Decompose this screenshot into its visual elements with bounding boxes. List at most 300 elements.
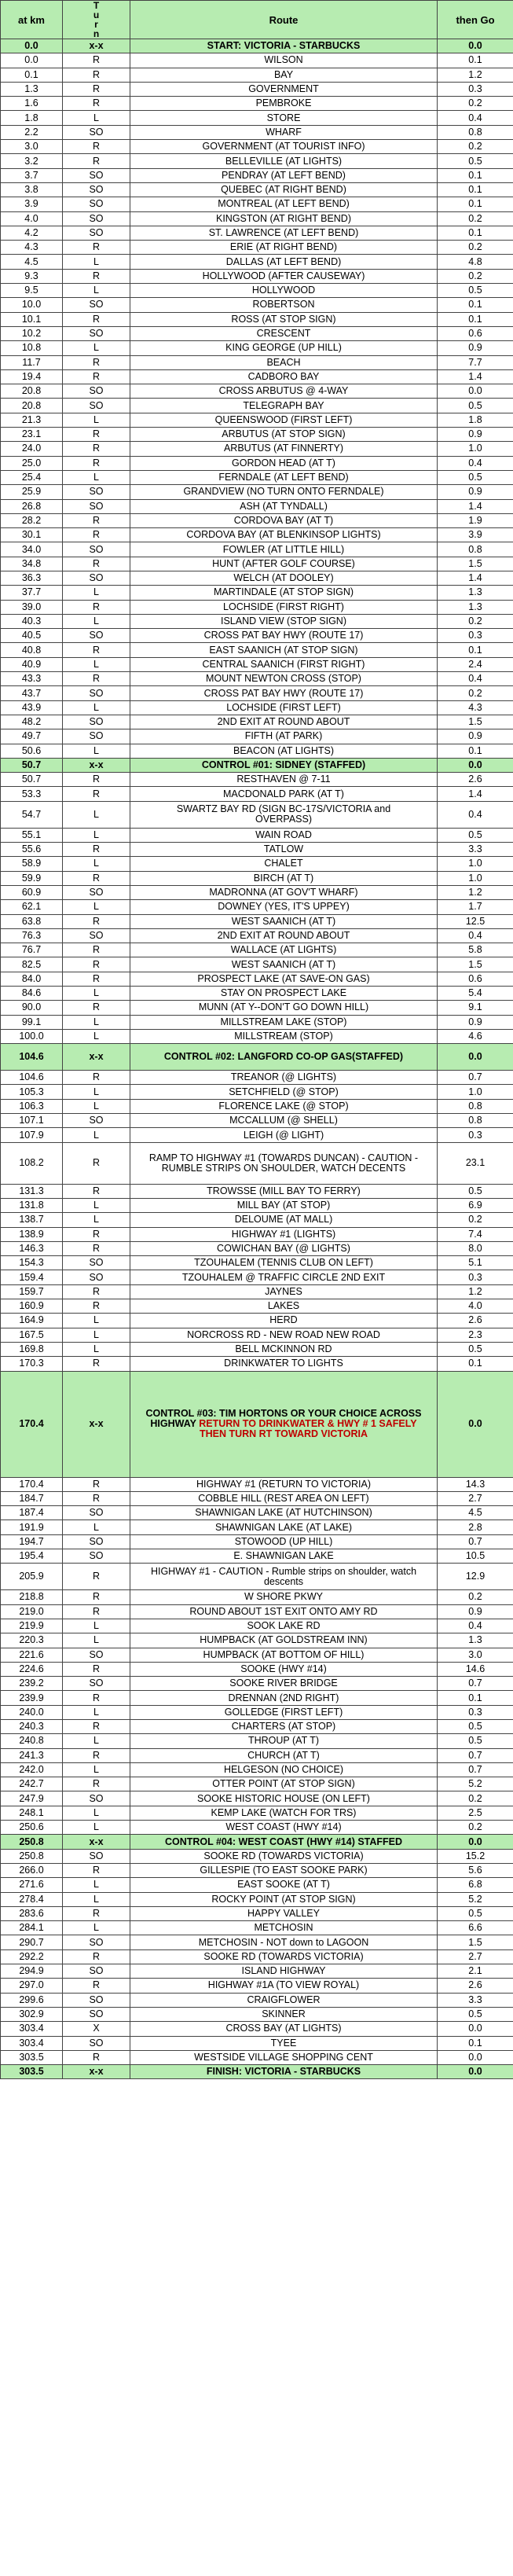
cue-row bbox=[1, 326, 513, 340]
cue-turn: SO bbox=[63, 1534, 130, 1549]
cue-turn: SO bbox=[63, 1256, 130, 1270]
cue-km: 164.9 bbox=[1, 1314, 63, 1328]
cue-turn: L bbox=[63, 1806, 130, 1820]
cue-go: 0.0 bbox=[438, 2065, 513, 2079]
cue-route: HOLLYWOOD (AFTER CAUSEWAY) bbox=[130, 269, 438, 283]
cue-go: 6.9 bbox=[438, 1198, 513, 1212]
cue-row bbox=[1, 1085, 513, 1099]
cue-km: 34.0 bbox=[1, 542, 63, 557]
cue-go: 1.4 bbox=[438, 499, 513, 513]
control-row bbox=[1, 1371, 513, 1477]
cue-rows-part2 bbox=[1, 1477, 513, 2079]
cue-route: GORDON HEAD (AT T) bbox=[130, 456, 438, 470]
cue-route: PROSPECT LAKE (AT SAVE-ON GAS) bbox=[130, 972, 438, 986]
cue-row bbox=[1, 686, 513, 700]
cue-turn: R bbox=[63, 528, 130, 542]
cue-row bbox=[1, 399, 513, 413]
cue-row bbox=[1, 226, 513, 240]
cue-go: 0.3 bbox=[438, 1128, 513, 1142]
cue-go: 0.1 bbox=[438, 168, 513, 182]
cue-km: 250.6 bbox=[1, 1821, 63, 1835]
cue-row bbox=[1, 1921, 513, 1935]
cue-km: 4.2 bbox=[1, 226, 63, 240]
cue-km: 154.3 bbox=[1, 1256, 63, 1270]
cue-route: MILL BAY (AT STOP) bbox=[130, 1198, 438, 1212]
cue-row bbox=[1, 787, 513, 801]
cue-km: 82.5 bbox=[1, 957, 63, 972]
cue-route: TREANOR (@ LIGHTS) bbox=[130, 1071, 438, 1085]
cue-go: 0.4 bbox=[438, 801, 513, 828]
cue-km: 28.2 bbox=[1, 513, 63, 527]
cue-route bbox=[130, 1371, 438, 1477]
cue-turn: R bbox=[63, 1491, 130, 1505]
cue-route: HUMPBACK (AT BOTTOM OF HILL) bbox=[130, 1648, 438, 1662]
cue-go: 0.2 bbox=[438, 241, 513, 255]
cue-km: 240.8 bbox=[1, 1734, 63, 1748]
cue-route: CHALET bbox=[130, 857, 438, 871]
cue-turn: R bbox=[63, 943, 130, 957]
cue-go: 0.4 bbox=[438, 672, 513, 686]
cue-row bbox=[1, 1979, 513, 1993]
cue-km: 242.7 bbox=[1, 1777, 63, 1791]
cue-turn: SO bbox=[63, 1993, 130, 2007]
cue-go: 1.4 bbox=[438, 369, 513, 384]
cue-km: 25.4 bbox=[1, 470, 63, 484]
cue-km: 271.6 bbox=[1, 1878, 63, 1892]
cue-route: SOOKE RIVER BRIDGE bbox=[130, 1677, 438, 1691]
cue-route: CENTRAL SAANICH (FIRST RIGHT) bbox=[130, 657, 438, 671]
cue-go: 0.1 bbox=[438, 53, 513, 68]
cue-turn: L bbox=[63, 1085, 130, 1099]
cue-turn: x-x bbox=[63, 2065, 130, 2079]
cue-route: CONTROL #02: LANGFORD CO-OP GAS(STAFFED) bbox=[130, 1044, 438, 1071]
cue-turn: R bbox=[63, 154, 130, 168]
cue-go: 2.6 bbox=[438, 1979, 513, 1993]
cue-route: MILLSTREAM LAKE (STOP) bbox=[130, 1015, 438, 1029]
cue-route: CHURCH (AT T) bbox=[130, 1748, 438, 1762]
cue-route: CRAIGFLOWER bbox=[130, 1993, 438, 2007]
cue-turn: R bbox=[63, 1299, 130, 1314]
cue-row bbox=[1, 744, 513, 758]
cue-go: 1.7 bbox=[438, 900, 513, 914]
cue-route: DRINKWATER TO LIGHTS bbox=[130, 1357, 438, 1371]
cue-route: WELCH (AT DOOLEY) bbox=[130, 571, 438, 585]
cue-route: PEMBROKE bbox=[130, 97, 438, 111]
cue-go: 0.8 bbox=[438, 542, 513, 557]
cue-row bbox=[1, 557, 513, 571]
cue-route: WAIN ROAD bbox=[130, 828, 438, 842]
cue-turn: R bbox=[63, 1564, 130, 1590]
cue-row bbox=[1, 1748, 513, 1762]
cue-row bbox=[1, 369, 513, 384]
cue-km: 205.9 bbox=[1, 1564, 63, 1590]
cue-row bbox=[1, 1762, 513, 1777]
cue-km: 239.9 bbox=[1, 1691, 63, 1705]
cue-row bbox=[1, 1777, 513, 1791]
cue-go: 0.2 bbox=[438, 269, 513, 283]
cue-turn: SO bbox=[63, 629, 130, 643]
cue-row bbox=[1, 2007, 513, 2021]
cue-row bbox=[1, 729, 513, 744]
cue-go: 2.5 bbox=[438, 1806, 513, 1820]
cue-km: 3.9 bbox=[1, 197, 63, 211]
cue-route: QUEBEC (AT RIGHT BEND) bbox=[130, 182, 438, 197]
cue-turn: L bbox=[63, 987, 130, 1001]
cue-route: METCHOSIN - NOT down to LAGOON bbox=[130, 1935, 438, 1949]
cue-row bbox=[1, 1849, 513, 1863]
cue-go: 0.9 bbox=[438, 1015, 513, 1029]
cue-km: 100.0 bbox=[1, 1029, 63, 1043]
cue-go: 5.8 bbox=[438, 943, 513, 957]
cue-route: WALLACE (AT LIGHTS) bbox=[130, 943, 438, 957]
cue-turn: SO bbox=[63, 399, 130, 413]
cue-route: E. SHAWNIGAN LAKE bbox=[130, 1549, 438, 1564]
cue-route: QUEENSWOOD (FIRST LEFT) bbox=[130, 413, 438, 427]
cue-km: 250.8 bbox=[1, 1849, 63, 1863]
cue-route: TATLOW bbox=[130, 843, 438, 857]
cue-go: 0.1 bbox=[438, 744, 513, 758]
cue-route: START: VICTORIA - STARBUCKS bbox=[130, 39, 438, 53]
cue-route: TELEGRAPH BAY bbox=[130, 399, 438, 413]
cue-route: STAY ON PROSPECT LAKE bbox=[130, 987, 438, 1001]
header-at-km: at km bbox=[1, 1, 63, 39]
cue-turn: SO bbox=[63, 1270, 130, 1284]
cue-go: 2.4 bbox=[438, 657, 513, 671]
cue-turn: L bbox=[63, 1705, 130, 1719]
cue-route: MUNN (AT Y--DON'T GO DOWN HILL) bbox=[130, 1001, 438, 1015]
cue-row bbox=[1, 284, 513, 298]
cue-turn: R bbox=[63, 1949, 130, 1964]
cue-turn: R bbox=[63, 513, 130, 527]
header-then-go: then Go bbox=[438, 1, 513, 39]
cue-km: 60.9 bbox=[1, 885, 63, 899]
cue-turn: SO bbox=[63, 571, 130, 585]
cue-row bbox=[1, 2036, 513, 2050]
cue-go: 1.9 bbox=[438, 513, 513, 527]
cue-km: 11.7 bbox=[1, 355, 63, 369]
cue-route: MADRONNA (AT GOV'T WHARF) bbox=[130, 885, 438, 899]
cue-turn: L bbox=[63, 1619, 130, 1633]
cue-go: 5.4 bbox=[438, 987, 513, 1001]
cue-route: WESTSIDE VILLAGE SHOPPING CENT bbox=[130, 2050, 438, 2064]
cue-turn: SO bbox=[63, 1648, 130, 1662]
cue-row bbox=[1, 614, 513, 628]
cue-row bbox=[1, 428, 513, 442]
cue-row bbox=[1, 914, 513, 928]
cue-row bbox=[1, 456, 513, 470]
cue-go: 5.1 bbox=[438, 1256, 513, 1270]
cue-route: KEMP LAKE (WATCH FOR TRS) bbox=[130, 1806, 438, 1820]
cue-row bbox=[1, 528, 513, 542]
cue-km: 4.3 bbox=[1, 241, 63, 255]
cue-row bbox=[1, 1734, 513, 1748]
cue-go: 23.1 bbox=[438, 1142, 513, 1184]
cue-row bbox=[1, 1001, 513, 1015]
cue-turn: SO bbox=[63, 1791, 130, 1806]
control-row bbox=[1, 39, 513, 53]
cue-go: 0.9 bbox=[438, 1604, 513, 1619]
cue-row bbox=[1, 513, 513, 527]
cue-km: 250.8 bbox=[1, 1835, 63, 1849]
cue-turn: L bbox=[63, 1762, 130, 1777]
cue-row bbox=[1, 843, 513, 857]
cue-go: 0.1 bbox=[438, 1691, 513, 1705]
cue-km: 50.6 bbox=[1, 744, 63, 758]
cue-km: 90.0 bbox=[1, 1001, 63, 1015]
cue-row bbox=[1, 900, 513, 914]
cue-km: 221.6 bbox=[1, 1648, 63, 1662]
cue-route: WEST SAANICH (AT T) bbox=[130, 957, 438, 972]
cue-km: 160.9 bbox=[1, 1299, 63, 1314]
cue-km: 55.6 bbox=[1, 843, 63, 857]
cue-route: HAPPY VALLEY bbox=[130, 1906, 438, 1920]
cue-km: 23.1 bbox=[1, 428, 63, 442]
cue-turn: R bbox=[63, 355, 130, 369]
cue-turn: SO bbox=[63, 729, 130, 744]
cue-km: 36.3 bbox=[1, 571, 63, 585]
cue-row bbox=[1, 1791, 513, 1806]
cue-go: 0.8 bbox=[438, 1099, 513, 1113]
cue-turn: R bbox=[63, 1284, 130, 1299]
cue-route: FIFTH (AT PARK) bbox=[130, 729, 438, 744]
header-row bbox=[1, 1, 513, 39]
cue-km: 240.0 bbox=[1, 1705, 63, 1719]
cue-row bbox=[1, 1328, 513, 1342]
cue-row bbox=[1, 1491, 513, 1505]
cue-turn: R bbox=[63, 1691, 130, 1705]
cue-rows-part1 bbox=[1, 39, 513, 1372]
cue-turn: R bbox=[63, 914, 130, 928]
cue-km: 169.8 bbox=[1, 1342, 63, 1356]
cue-turn: L bbox=[63, 1734, 130, 1748]
cue-go: 0.0 bbox=[438, 2050, 513, 2064]
cue-go: 1.0 bbox=[438, 1085, 513, 1099]
cue-km: 24.0 bbox=[1, 442, 63, 456]
cue-route: CONTROL #01: SIDNEY (STAFFED) bbox=[130, 758, 438, 772]
cue-row bbox=[1, 355, 513, 369]
cue-route: SETCHFIELD (@ STOP) bbox=[130, 1085, 438, 1099]
cue-route: HIGHWAY #1A (TO VIEW ROYAL) bbox=[130, 1979, 438, 1993]
cue-go: 0.6 bbox=[438, 326, 513, 340]
cue-km: 187.4 bbox=[1, 1506, 63, 1520]
cue-go: 0.8 bbox=[438, 125, 513, 139]
cue-route: GRANDVIEW (NO TURN ONTO FERNDALE) bbox=[130, 485, 438, 499]
cue-row bbox=[1, 542, 513, 557]
cue-km: 107.9 bbox=[1, 1128, 63, 1142]
cue-row bbox=[1, 485, 513, 499]
cue-go: 0.5 bbox=[438, 1906, 513, 1920]
cue-route: LOCHSIDE (FIRST LEFT) bbox=[130, 700, 438, 715]
cue-km: 303.4 bbox=[1, 2036, 63, 2050]
cue-turn: R bbox=[63, 1777, 130, 1791]
cue-row bbox=[1, 828, 513, 842]
cue-turn: R bbox=[63, 1604, 130, 1619]
cue-row bbox=[1, 885, 513, 899]
cue-turn: R bbox=[63, 957, 130, 972]
cue-go: 0.1 bbox=[438, 1357, 513, 1371]
cue-km: 303.4 bbox=[1, 2022, 63, 2036]
cue-turn: SO bbox=[63, 384, 130, 399]
cue-turn: R bbox=[63, 972, 130, 986]
cue-km: 62.1 bbox=[1, 900, 63, 914]
cue-route: DELOUME (AT MALL) bbox=[130, 1213, 438, 1227]
cue-go: 2.6 bbox=[438, 773, 513, 787]
cue-go: 0.1 bbox=[438, 298, 513, 312]
cue-row bbox=[1, 871, 513, 885]
cue-km: 1.8 bbox=[1, 111, 63, 125]
cue-row bbox=[1, 1198, 513, 1212]
cue-turn: x-x bbox=[63, 1835, 130, 1849]
cue-turn: R bbox=[63, 643, 130, 657]
cue-km: 30.1 bbox=[1, 528, 63, 542]
cue-route: TROWSSE (MILL BAY TO FERRY) bbox=[130, 1184, 438, 1198]
cue-go: 0.3 bbox=[438, 629, 513, 643]
cue-km: 10.8 bbox=[1, 341, 63, 355]
cue-go: 1.3 bbox=[438, 586, 513, 600]
cue-turn: R bbox=[63, 1001, 130, 1015]
cue-km: 50.7 bbox=[1, 758, 63, 772]
cue-row bbox=[1, 1284, 513, 1299]
cue-row bbox=[1, 442, 513, 456]
cue-row bbox=[1, 1213, 513, 1227]
cue-route: GOLLEDGE (FIRST LEFT) bbox=[130, 1705, 438, 1719]
cue-route: KING GEORGE (UP HILL) bbox=[130, 341, 438, 355]
cue-turn: R bbox=[63, 241, 130, 255]
cue-route: PENDRAY (AT LEFT BEND) bbox=[130, 168, 438, 182]
cue-go: 0.3 bbox=[438, 1270, 513, 1284]
cue-row bbox=[1, 1677, 513, 1691]
cue-km: 247.9 bbox=[1, 1791, 63, 1806]
cue-turn: L bbox=[63, 1198, 130, 1212]
cue-turn: R bbox=[63, 1071, 130, 1085]
cue-km: 84.0 bbox=[1, 972, 63, 986]
cue-turn: L bbox=[63, 857, 130, 871]
cue-km: 170.3 bbox=[1, 1357, 63, 1371]
cue-route: SOOKE HISTORIC HOUSE (ON LEFT) bbox=[130, 1791, 438, 1806]
cue-turn: R bbox=[63, 1863, 130, 1877]
cue-go: 0.2 bbox=[438, 211, 513, 226]
cue-turn: L bbox=[63, 413, 130, 427]
cue-route: COBBLE HILL (REST AREA ON LEFT) bbox=[130, 1491, 438, 1505]
cue-go: 1.4 bbox=[438, 787, 513, 801]
cue-go: 0.4 bbox=[438, 928, 513, 943]
cue-route: HIGHWAY #1 - CAUTION - Rumble strips on shoulder, watch descents bbox=[130, 1564, 438, 1590]
cue-go: 2.7 bbox=[438, 1491, 513, 1505]
cue-km: 105.3 bbox=[1, 1085, 63, 1099]
cue-row bbox=[1, 211, 513, 226]
cue-turn: R bbox=[63, 456, 130, 470]
cue-turn: L bbox=[63, 614, 130, 628]
cue-km: 224.6 bbox=[1, 1662, 63, 1676]
cue-go: 0.5 bbox=[438, 470, 513, 484]
cue-go: 3.0 bbox=[438, 1648, 513, 1662]
cue-go: 1.5 bbox=[438, 1935, 513, 1949]
cue-km: 3.7 bbox=[1, 168, 63, 182]
cue-turn: SO bbox=[63, 499, 130, 513]
cue-route: RAMP TO HIGHWAY #1 (TOWARDS DUNCAN) - CAUTION - RUMBLE STRIPS ON SHOULDER, WATCH DECENTS bbox=[130, 1142, 438, 1184]
cue-km: 284.1 bbox=[1, 1921, 63, 1935]
cue-go: 3.3 bbox=[438, 1993, 513, 2007]
cue-go: 9.1 bbox=[438, 1001, 513, 1015]
cue-route: ISLAND HIGHWAY bbox=[130, 1964, 438, 1979]
cue-row bbox=[1, 943, 513, 957]
cue-route: FLORENCE LAKE (@ STOP) bbox=[130, 1099, 438, 1113]
cue-km: 19.4 bbox=[1, 369, 63, 384]
cue-go: 0.5 bbox=[438, 1342, 513, 1356]
cue-turn: L bbox=[63, 341, 130, 355]
cue-route: FINISH: VICTORIA - STARBUCKS bbox=[130, 2065, 438, 2079]
cue-km: 9.5 bbox=[1, 284, 63, 298]
cue-go: 2.6 bbox=[438, 1314, 513, 1328]
cue-km: 297.0 bbox=[1, 1979, 63, 1993]
cue-turn: R bbox=[63, 1979, 130, 1993]
cue-km: 146.3 bbox=[1, 1241, 63, 1255]
cue-km: 170.4 bbox=[1, 1477, 63, 1491]
cue-go: 6.8 bbox=[438, 1878, 513, 1892]
cue-row bbox=[1, 2050, 513, 2064]
cue-row bbox=[1, 1357, 513, 1371]
cue-km: 1.6 bbox=[1, 97, 63, 111]
cue-km: 99.1 bbox=[1, 1015, 63, 1029]
cue-go: 0.4 bbox=[438, 111, 513, 125]
cue-go: 0.0 bbox=[438, 1044, 513, 1071]
cue-route: CROSS BAY (AT LIGHTS) bbox=[130, 2022, 438, 2036]
cue-turn: SO bbox=[63, 326, 130, 340]
cue-km: 53.3 bbox=[1, 787, 63, 801]
cue-route: HERD bbox=[130, 1314, 438, 1328]
cue-go: 0.7 bbox=[438, 1748, 513, 1762]
cue-turn: L bbox=[63, 470, 130, 484]
cue-row bbox=[1, 1633, 513, 1648]
cue-route: DRENNAN (2ND RIGHT) bbox=[130, 1691, 438, 1705]
cue-route: CHARTERS (AT STOP) bbox=[130, 1719, 438, 1733]
cue-row bbox=[1, 1270, 513, 1284]
cue-route: JAYNES bbox=[130, 1284, 438, 1299]
cue-km: 76.3 bbox=[1, 928, 63, 943]
cue-go: 0.9 bbox=[438, 341, 513, 355]
cue-row bbox=[1, 972, 513, 986]
cue-go: 0.0 bbox=[438, 384, 513, 399]
cue-km: 4.5 bbox=[1, 255, 63, 269]
cue-km: 302.9 bbox=[1, 2007, 63, 2021]
cue-go: 4.8 bbox=[438, 255, 513, 269]
cue-turn: L bbox=[63, 1821, 130, 1835]
cue-go: 0.1 bbox=[438, 197, 513, 211]
control-03-instruction: RETURN TO DRINKWATER & HWY # 1 SAFELY THEN TURN RT TOWARD VICTORIA bbox=[199, 1418, 417, 1440]
cue-go: 0.5 bbox=[438, 1719, 513, 1733]
cue-turn: R bbox=[63, 269, 130, 283]
cue-km: 4.0 bbox=[1, 211, 63, 226]
cue-go: 6.6 bbox=[438, 1921, 513, 1935]
cue-turn: R bbox=[63, 1227, 130, 1241]
cue-km: 241.3 bbox=[1, 1748, 63, 1762]
cue-go: 1.2 bbox=[438, 68, 513, 82]
cue-row bbox=[1, 672, 513, 686]
cue-km: 240.3 bbox=[1, 1719, 63, 1733]
cue-route: ROBERTSON bbox=[130, 298, 438, 312]
cue-go: 4.5 bbox=[438, 1506, 513, 1520]
cue-go: 5.6 bbox=[438, 1863, 513, 1877]
cue-route: SOOKE RD (TOWARDS VICTORIA) bbox=[130, 1949, 438, 1964]
cue-go: 0.1 bbox=[438, 2036, 513, 2050]
cue-route: LOCHSIDE (FIRST RIGHT) bbox=[130, 600, 438, 614]
cue-route: HUNT (AFTER GOLF COURSE) bbox=[130, 557, 438, 571]
cue-go: 0.2 bbox=[438, 1590, 513, 1604]
cue-route: OTTER POINT (AT STOP SIGN) bbox=[130, 1777, 438, 1791]
cue-km: 49.7 bbox=[1, 729, 63, 744]
cue-go: 0.1 bbox=[438, 643, 513, 657]
cue-go: 1.0 bbox=[438, 871, 513, 885]
